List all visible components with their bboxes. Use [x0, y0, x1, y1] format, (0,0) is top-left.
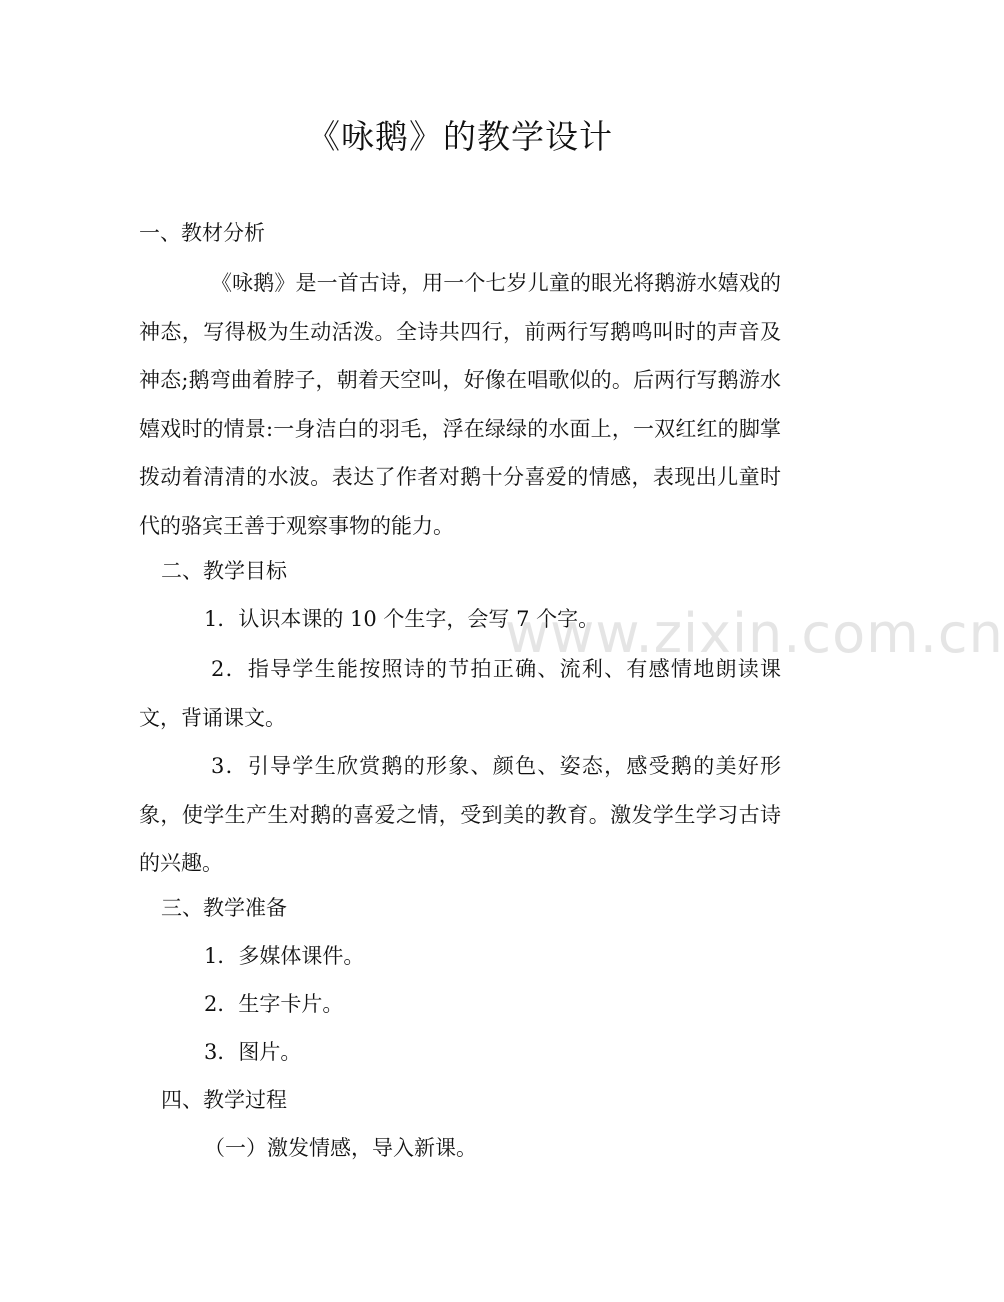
preparation-item-2: 2．生字卡片。: [204, 992, 344, 1016]
section-heading-preparation: 三、教学准备: [161, 896, 287, 920]
process-item-1: （一）激发情感，导入新课。: [204, 1136, 477, 1160]
analysis-paragraph: 《咏鹅》是一首古诗，用一个七岁儿童的眼光将鹅游水嬉戏的神态，写得极为生动活泼。全诗共四行，前两行写鹅鸣叫时的声音及神态;鹅弯曲着脖子，朝着天空叫，好像在唱歌似的。后两行写鹅游水嬉戏时的情景:一身洁白的羽毛，浮在绿绿的水面上，一双红红的脚掌拨动着清清的水波。表达了作者对鹅十分喜爱的情感，表现出儿童时代的骆宾王善于观察事物的能力。: [139, 271, 781, 538]
goal-item-3: 3．引导学生欣赏鹅的形象、颜色、姿态，感受鹅的美好形象，使学生产生对鹅的喜爱之情，受到美的教育。激发学生学习古诗的兴趣。: [139, 754, 781, 875]
goal-item-1: 1．认识本课的 10 个生字，会写 7 个字。: [204, 607, 600, 631]
section-heading-process: 四、教学过程: [161, 1088, 287, 1112]
section-heading-analysis: 一、教材分析: [139, 221, 265, 245]
preparation-item-3: 3．图片。: [204, 1040, 302, 1064]
goal-item-2: 2．指导学生能按照诗的节拍正确、流利、有感情地朗读课文，背诵课文。: [139, 657, 781, 730]
page-title: 《咏鹅》的教学设计: [307, 117, 613, 156]
preparation-item-1: 1．多媒体课件。: [204, 944, 365, 968]
section-heading-goals: 二、教学目标: [161, 559, 287, 583]
watermark-text: www.zixin.com.cn: [505, 602, 1004, 665]
